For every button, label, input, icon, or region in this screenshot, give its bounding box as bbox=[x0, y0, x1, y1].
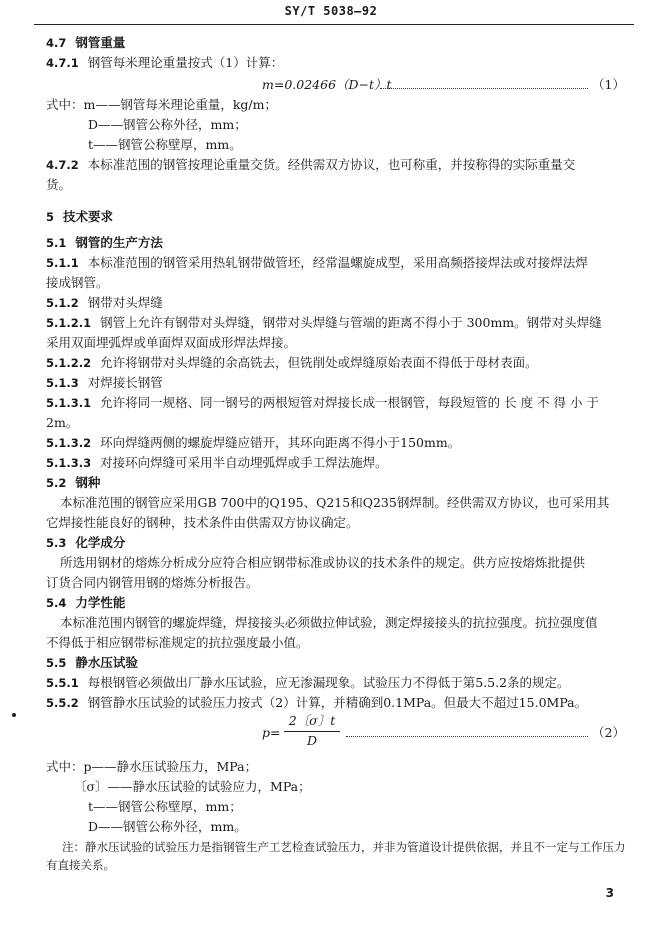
section-5-2-text-cont: 它焊接性能良好的钢种，技术条件由供需双方协议确定。 bbox=[46, 515, 359, 530]
equation-1: m=0.02466（D−t）t bbox=[262, 77, 392, 92]
section-title: 钢管重量 bbox=[75, 35, 126, 50]
equation-2-lhs: p= bbox=[262, 725, 281, 740]
section-number: 5.5 bbox=[46, 656, 67, 670]
clause-number: 4.7.2 bbox=[46, 158, 79, 172]
equation-1-label: （1） bbox=[592, 77, 625, 92]
section-5-2 bbox=[46, 474, 100, 492]
section-5-5 bbox=[46, 654, 138, 672]
equation-2-denominator: D bbox=[306, 733, 318, 748]
clause-text: 钢管上允许有钢带对头焊缝，钢带对头焊缝与管端的距离不得小于 300mm。钢带对头焊缝 bbox=[100, 315, 602, 330]
header-rule bbox=[34, 24, 634, 25]
section-number: 5.2 bbox=[46, 476, 67, 490]
section-5-3 bbox=[46, 534, 125, 552]
clause-5-1-2-2 bbox=[46, 354, 538, 372]
clause-text: 允许将钢带对头焊缝的余高铣去，但铣削处或焊缝原始表面不得低于母材表面。 bbox=[100, 355, 538, 370]
note-line-1: 注：静水压试验的试验压力是指钢管生产工艺检查试验压力，并非为管道设计提供依据，并且不一定与工作压力 bbox=[62, 840, 626, 854]
clause-number: 5.1.1 bbox=[46, 256, 79, 270]
margin-dot bbox=[12, 713, 16, 717]
clause-5-5-2 bbox=[46, 694, 587, 712]
clause-text: 对焊接长钢管 bbox=[87, 375, 163, 390]
section-5-4 bbox=[46, 594, 125, 612]
clause-text: 钢管静水压试验的试验压力按式（2）计算，并精确到0.1MPa。但最大不超过15.0MPa。 bbox=[87, 695, 588, 710]
where-2-line-4: D——钢管公称外径，mm。 bbox=[88, 819, 247, 834]
section-title: 技术要求 bbox=[63, 209, 114, 224]
note-line-2: 有直接关系。 bbox=[46, 858, 115, 872]
clause-5-1-1-cont: 接成钢管。 bbox=[46, 275, 109, 290]
clause-number: 5.1.2.2 bbox=[46, 356, 92, 370]
equation-2-label: （2） bbox=[592, 725, 625, 740]
where-1-line-1: 式中：m——钢管每米理论重量，kg/m； bbox=[46, 97, 277, 112]
equation-2-numerator: 2〔σ〕t bbox=[288, 713, 336, 728]
clause-number: 5.1.2.1 bbox=[46, 316, 92, 330]
equation-2-fraction-bar bbox=[284, 731, 340, 732]
clause-number: 5.1.3.2 bbox=[46, 436, 92, 450]
clause-5-1-2 bbox=[46, 294, 163, 312]
clause-5-1-3-3 bbox=[46, 454, 388, 472]
equation-2-leader bbox=[346, 736, 588, 737]
clause-5-1-3-2 bbox=[46, 434, 460, 452]
where-1-line-3: t——钢管公称壁厚，mm。 bbox=[88, 137, 242, 152]
where-1-line-2: D——钢管公称外径，mm； bbox=[88, 117, 247, 132]
where-2-line-2: 〔σ〕——静水压试验的试验应力，MPa； bbox=[74, 779, 311, 794]
equation-1-leader bbox=[380, 88, 588, 89]
clause-4-7-1 bbox=[46, 54, 283, 72]
clause-4-7-2 bbox=[46, 156, 575, 174]
section-title: 力学性能 bbox=[75, 595, 126, 610]
page-header: SY/T 5038—92 bbox=[284, 4, 378, 18]
section-title: 化学成分 bbox=[75, 535, 126, 550]
section-number: 5.1 bbox=[46, 236, 67, 250]
clause-5-1-1 bbox=[46, 254, 588, 272]
clause-4-7-2-cont: 货。 bbox=[46, 177, 72, 192]
section-5-3-text-cont: 订货合同内钢管用钢的熔炼分析报告。 bbox=[46, 575, 259, 590]
clause-number: 5.5.1 bbox=[46, 676, 79, 690]
section-title: 静水压试验 bbox=[75, 655, 138, 670]
section-5-2-text: 本标准范围的钢管应采用GB 700中的Q195、Q215和Q235钢焊制。经供需双方协议，也可采用其 bbox=[60, 495, 610, 510]
page-number: 3 bbox=[605, 886, 614, 900]
where-2-line-1: 式中：p——静水压试验压力，MPa； bbox=[46, 759, 258, 774]
clause-5-1-3-1 bbox=[46, 394, 599, 412]
section-title: 钢种 bbox=[75, 475, 101, 490]
clause-number: 5.1.3.1 bbox=[46, 396, 92, 410]
clause-text: 每根钢管必须做出厂静水压试验，应无渗漏现象。试验压力不得低于第5.5.2条的规定。 bbox=[87, 675, 570, 690]
section-number: 4.7 bbox=[46, 36, 67, 50]
section-title: 钢管的生产方法 bbox=[75, 235, 163, 250]
clause-text: 允许将同一规格、同一钢号的两根短管对焊接长成一根钢管，每段短管的 长 度 不 得 小 于 bbox=[100, 395, 599, 410]
section-number: 5.4 bbox=[46, 596, 67, 610]
clause-number: 5.5.2 bbox=[46, 696, 79, 710]
section-number: 5.3 bbox=[46, 536, 67, 550]
clause-text: 本标准范围的钢管采用热轧钢带做管坯，经常温螺旋成型，采用高频搭接焊法或对接焊法焊 bbox=[87, 255, 588, 270]
clause-5-1-2-1 bbox=[46, 314, 602, 332]
clause-text: 本标准范围的钢管按理论重量交货。经供需双方协议，也可称重，并按称得的实际重量交 bbox=[87, 157, 576, 172]
section-5-1 bbox=[46, 234, 163, 252]
section-5-3-text: 所选用钢材的熔炼分析成分应符合相应钢带标准或协议的技术条件的规定。供方应按熔炼批提供 bbox=[60, 555, 586, 570]
clause-5-1-3-1-cont: 2m。 bbox=[46, 415, 79, 430]
clause-5-1-3 bbox=[46, 374, 163, 392]
section-5-4-text: 本标准范围内钢管的螺旋焊缝，焊接接头必须做拉伸试验，测定焊接接头的抗拉强度。抗拉强度值 bbox=[60, 615, 598, 630]
clause-text: 钢带对头焊缝 bbox=[87, 295, 163, 310]
section-5-4-text-cont: 不得低于相应钢带标准规定的抗拉强度最小值。 bbox=[46, 635, 309, 650]
where-2-line-3: t——钢管公称壁厚，mm； bbox=[88, 799, 242, 814]
clause-text: 钢管每米理论重量按式（1）计算： bbox=[87, 55, 284, 70]
clause-text: 对接环向焊缝可采用半自动埋弧焊或手工焊法施焊。 bbox=[100, 455, 388, 470]
clause-5-5-1 bbox=[46, 674, 570, 692]
clause-number: 5.1.3 bbox=[46, 376, 79, 390]
clause-number: 4.7.1 bbox=[46, 56, 79, 70]
clause-text: 环向焊缝两侧的螺旋焊缝应错开，其环向距离不得小于150mm。 bbox=[100, 435, 461, 450]
section-5 bbox=[46, 208, 113, 226]
section-number: 5 bbox=[46, 210, 55, 224]
clause-number: 5.1.2 bbox=[46, 296, 79, 310]
clause-5-1-2-1-cont: 采用双面埋弧焊或单面焊双面成形焊法焊接。 bbox=[46, 335, 297, 350]
clause-number: 5.1.3.3 bbox=[46, 456, 92, 470]
section-4-7 bbox=[46, 34, 125, 52]
